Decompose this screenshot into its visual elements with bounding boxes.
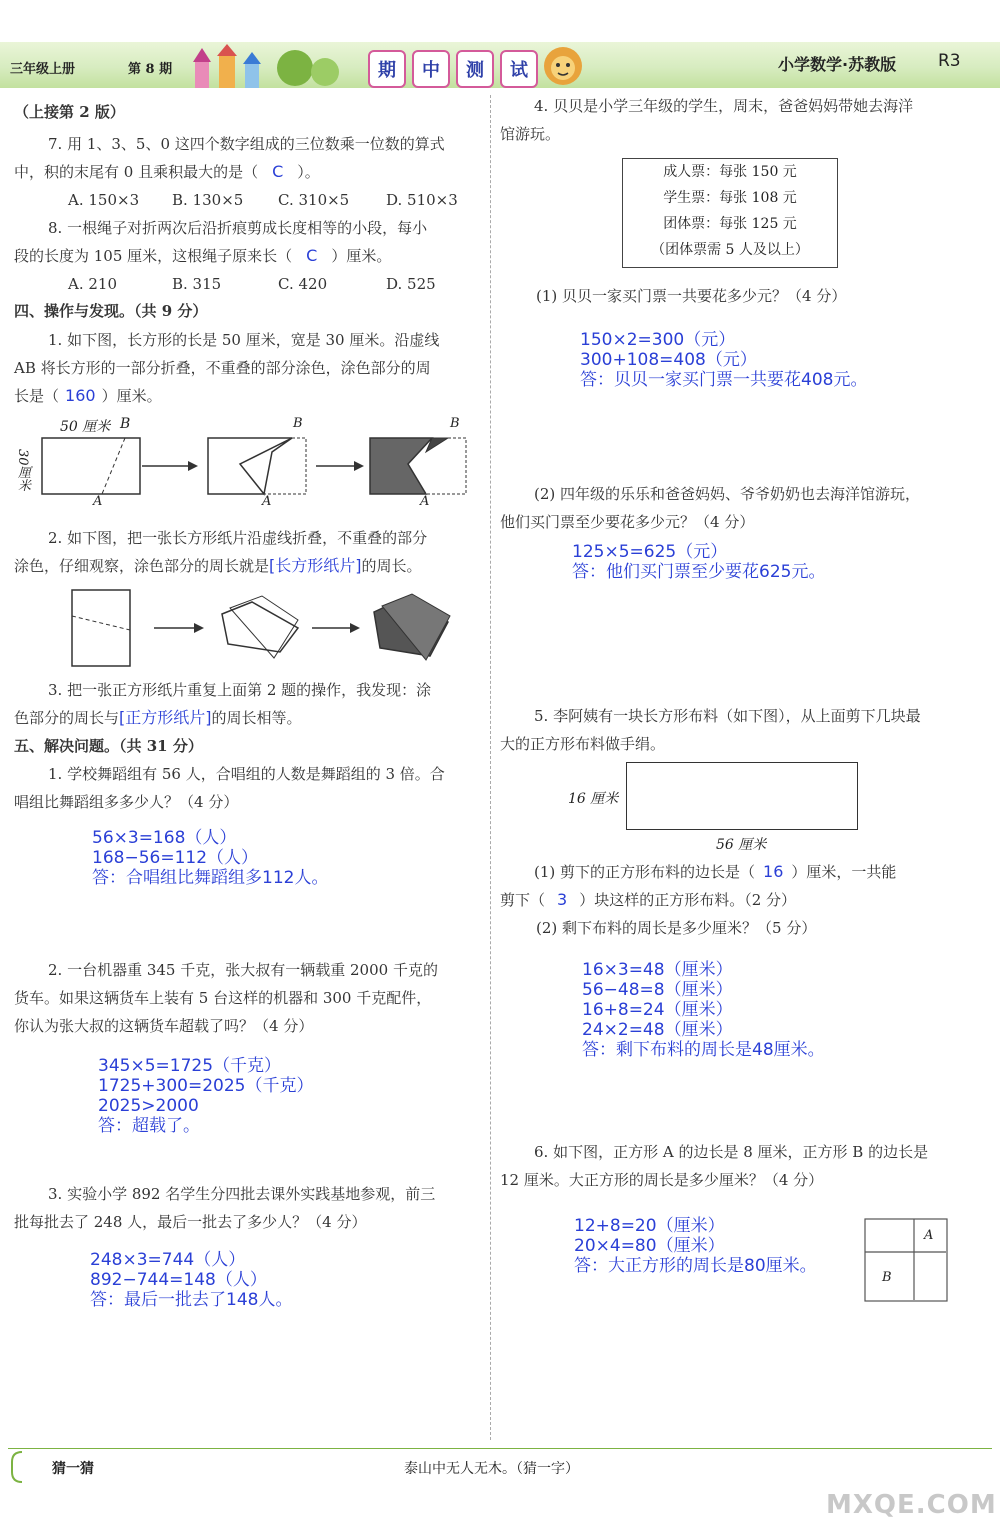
problem-3	[14, 1180, 484, 1236]
fig1-point-b-3: B	[450, 416, 460, 431]
answer-line: 125×5=625（元）	[572, 542, 728, 562]
watermark: MXQE.COM	[826, 1490, 997, 1520]
p5-line2: 大的正方形布料做手绢。	[500, 735, 666, 753]
fig1-point-b: B	[120, 416, 131, 432]
square-diagram	[864, 1218, 948, 1304]
q7-option: A. 150×3	[68, 191, 140, 209]
answer-line: 16×3=48（厘米）	[582, 960, 733, 980]
ticket-line: （团体票需 5 人及以上）	[651, 242, 809, 258]
q8-option: B. 315	[172, 275, 222, 293]
answer-line: 1725+300=2025（千克）	[98, 1076, 314, 1096]
title-char: 测	[456, 50, 494, 88]
q8-line1: 8. 一根绳子对折两次后沿折痕剪成长度相等的小段，每小	[48, 219, 428, 237]
answer-line: 2025>2000	[98, 1096, 199, 1116]
title-char: 期	[368, 50, 406, 88]
answer-line: 答：最后一批去了148人。	[90, 1290, 293, 1310]
q8-text-post: ）厘米。	[331, 247, 392, 265]
footer-riddle: 泰山中无人无木。（猜一字）	[404, 1461, 579, 1477]
question-8	[14, 214, 484, 298]
p5-sub2-answer	[582, 960, 825, 1060]
q7-option: C. 310×5	[278, 191, 350, 209]
op1-line1: 1. 如下图，长方形的长是 50 厘米，宽是 30 厘米。沿虚线	[48, 331, 440, 349]
q7-answer: C	[272, 162, 284, 181]
ticket-line: 成人票：每张 150 元	[663, 164, 797, 180]
fig1-point-b-2: B	[293, 416, 303, 431]
footer-line	[8, 1448, 992, 1449]
p6-line1: 6. 如下图，正方形 A 的边长是 8 厘米，正方形 B 的边长是	[534, 1143, 929, 1161]
grade-label: 三年级上册	[10, 62, 76, 77]
op3-line1: 3. 把一张正方形纸片重复上面第 2 题的操作，我发现：涂	[48, 681, 432, 699]
p5-sub1-answer-2: 3	[557, 890, 568, 909]
operation-1	[14, 326, 484, 410]
p1-line1: 1. 学校舞蹈组有 56 人，合唱组的人数是舞蹈组的 3 倍。合	[48, 765, 445, 783]
problem-1	[14, 760, 484, 816]
q8-option: C. 420	[278, 275, 328, 293]
q7-line1: 7. 用 1、3、5、0 这四个数字组成的三位数乘一位数的算式	[48, 135, 445, 153]
p6-line2: 12 厘米。大正方形的周长是多少厘米？（4 分）	[500, 1171, 824, 1189]
p1-answer	[92, 828, 328, 888]
q8-option: D. 525	[386, 275, 436, 293]
answer-line: 答：大正方形的周长是80厘米。	[574, 1256, 817, 1276]
answer-line: 300+108=408（元）	[580, 350, 757, 370]
op3-text-post: 的周长相等。	[211, 709, 302, 727]
fig1-point-a-2: A	[262, 494, 272, 509]
p4-sub2-line2: 他们买门票至少要花多少元？（4 分）	[500, 513, 755, 531]
ticket-line: 学生票：每张 108 元	[663, 190, 797, 206]
op1-line2: AB 将长方形的一部分折叠，不重叠的部分涂色，涂色部分的周	[14, 359, 431, 377]
p2-answer	[98, 1056, 313, 1136]
q7-options	[14, 186, 484, 214]
p2-line2: 货车。如果这辆货车上装有 5 台这样的机器和 300 千克配件，	[14, 989, 432, 1007]
fig5-height-label: 16 厘米	[568, 791, 619, 807]
answer-line: 答：他们买门票至少要花625元。	[572, 562, 826, 582]
answer-line: 答：超载了。	[98, 1116, 200, 1136]
answer-line: 150×2=300（元）	[580, 330, 736, 350]
castle-illustration	[175, 44, 345, 88]
answer-line: 56−48=8（厘米）	[582, 980, 733, 1000]
fig1-side-label: 30厘米	[15, 448, 30, 492]
fig1-top-label: 50 厘米	[60, 419, 111, 435]
footer-label: 猜一猜	[52, 1461, 94, 1477]
op3-answer: [正方形纸片]	[119, 708, 212, 727]
title-char: 试	[500, 50, 538, 88]
op1-answer: 160	[65, 386, 96, 405]
operation-3	[14, 676, 484, 732]
problem-6	[500, 1138, 970, 1194]
p6-answer	[574, 1216, 817, 1276]
op2-text-pre: 涂色，仔细观察，涂色部分的周长就是	[14, 557, 270, 575]
answer-line: 24×2=48（厘米）	[582, 1020, 733, 1040]
problem-4	[500, 92, 970, 148]
problem-5	[500, 702, 970, 758]
op2-line1: 2. 如下图，把一张长方形纸片沿虚线折叠，不重叠的部分	[48, 529, 428, 547]
q7-text-post: ）。	[297, 163, 320, 181]
answer-line: 56×3=168（人）	[92, 828, 237, 848]
fig1-point-a-3: A	[420, 494, 430, 509]
p4-sub2-line1: (2) 四年级的乐乐和爸爸妈妈、爷爷奶奶也去海洋馆游玩，	[534, 485, 921, 503]
p5-sub1	[500, 858, 970, 914]
operation-2	[14, 524, 484, 580]
p5-sub1-mid: ）厘米，一共能	[791, 863, 897, 881]
op2-line2	[14, 552, 484, 580]
subject-label: 小学数学·苏教版	[778, 55, 897, 74]
op1-text-post: ）厘米。	[101, 387, 162, 405]
lion-mascot-icon	[540, 44, 586, 88]
p5-sub1-pre: (1) 剪下的正方形布料的边长是（	[534, 863, 756, 881]
fold-diagram-2	[66, 586, 466, 670]
answer-line: 20×4=80（厘米）	[574, 1236, 725, 1256]
q7-text-pre: 中，积的末尾有 0 且乘积最大的是（	[14, 163, 259, 181]
p4-sub2-answer	[572, 542, 825, 582]
fig6-label-b: B	[882, 1270, 892, 1285]
issue-label: 第 8 期	[128, 62, 173, 77]
fig1-point-a: A	[93, 494, 103, 509]
q8-text-pre: 段的长度为 105 厘米，这根绳子原来长（	[14, 247, 293, 265]
title-char: 中	[412, 50, 450, 88]
question-7	[14, 130, 484, 214]
op2-answer: [长方形纸片]	[269, 556, 362, 575]
ticket-line: 团体票：每张 125 元	[663, 216, 797, 232]
answer-line: 892−744=148（人）	[90, 1270, 267, 1290]
p5-sub1-line1	[500, 858, 970, 886]
p3-line1: 3. 实验小学 892 名学生分四批去课外实践基地参观，前三	[48, 1185, 436, 1203]
answer-line: 答：贝贝一家买门票一共要花408元。	[580, 370, 868, 390]
column-divider	[490, 95, 491, 1440]
answer-line: 答：合唱组比舞蹈组多112人。	[92, 868, 329, 888]
op1-text-pre: 长是（	[14, 387, 60, 405]
op3-line2	[14, 704, 484, 732]
section-5-title: 五、解决问题。（共 31 分）	[14, 737, 203, 755]
p5-sub1-line2-post: ）块这样的正方形布料。（2 分）	[579, 891, 797, 909]
p4-sub1-answer	[580, 330, 867, 390]
problem-2	[14, 956, 484, 1040]
answer-line: 16+8=24（厘米）	[582, 1000, 733, 1020]
p5-sub1-line2	[500, 886, 970, 914]
p4-line1: 4. 贝贝是小学三年级的学生，周末，爸爸妈妈带她去海洋	[534, 97, 914, 115]
p5-sub1-answer-1: 16	[763, 862, 784, 881]
ticket-price-box	[622, 158, 838, 268]
p4-sub1: (1) 贝贝一家买门票一共要花多少元？（4 分）	[536, 287, 847, 305]
answer-line: 248×3=744（人）	[90, 1250, 246, 1270]
op1-line3	[14, 382, 484, 410]
section-4-title: 四、操作与发现。（共 9 分）	[14, 302, 208, 320]
bracket-icon	[8, 1450, 26, 1484]
p5-line1: 5. 李阿姨有一块长方形布料（如下图），从上面剪下几块最	[534, 707, 921, 725]
answer-line: 168−56=112（人）	[92, 848, 259, 868]
q7-option: D. 510×3	[386, 191, 458, 209]
answer-line: 12+8=20（厘米）	[574, 1216, 725, 1236]
q8-line2	[14, 242, 484, 270]
op3-text-pre: 色部分的周长与	[14, 709, 120, 727]
q7-option: B. 130×5	[172, 191, 244, 209]
p5-sub2: (2) 剩下布料的周长是多少厘米？（5 分）	[536, 919, 817, 937]
q7-line2	[14, 158, 484, 186]
fig6-label-a: A	[924, 1228, 934, 1243]
continued-note: （上接第 2 版）	[14, 103, 125, 121]
answer-line: 答：剩下布料的周长是48厘米。	[582, 1040, 825, 1060]
page-code: R3	[938, 51, 961, 71]
p2-line1: 2. 一台机器重 345 千克，张大叔有一辆载重 2000 千克的	[48, 961, 438, 979]
q8-answer: C	[306, 246, 318, 265]
p2-line3: 你认为张大叔的这辆货车超载了吗？（4 分）	[14, 1017, 314, 1035]
q8-options	[14, 270, 484, 298]
p1-line2: 唱组比舞蹈组多多少人？（4 分）	[14, 793, 239, 811]
fabric-rectangle	[626, 762, 858, 830]
op2-text-post: 的周长。	[361, 557, 422, 575]
answer-line: 345×5=1725（千克）	[98, 1056, 282, 1076]
q8-option: A. 210	[68, 275, 117, 293]
p4-line2: 馆游玩。	[500, 125, 561, 143]
p5-sub1-line2-pre: 剪下（	[500, 891, 546, 909]
p4-sub2	[500, 480, 970, 536]
fig5-width-label: 56 厘米	[716, 837, 767, 853]
title-boxes	[368, 50, 538, 88]
p3-answer	[90, 1250, 292, 1310]
p3-line2: 批每批去了 248 人，最后一批去了多少人？（4 分）	[14, 1213, 367, 1231]
